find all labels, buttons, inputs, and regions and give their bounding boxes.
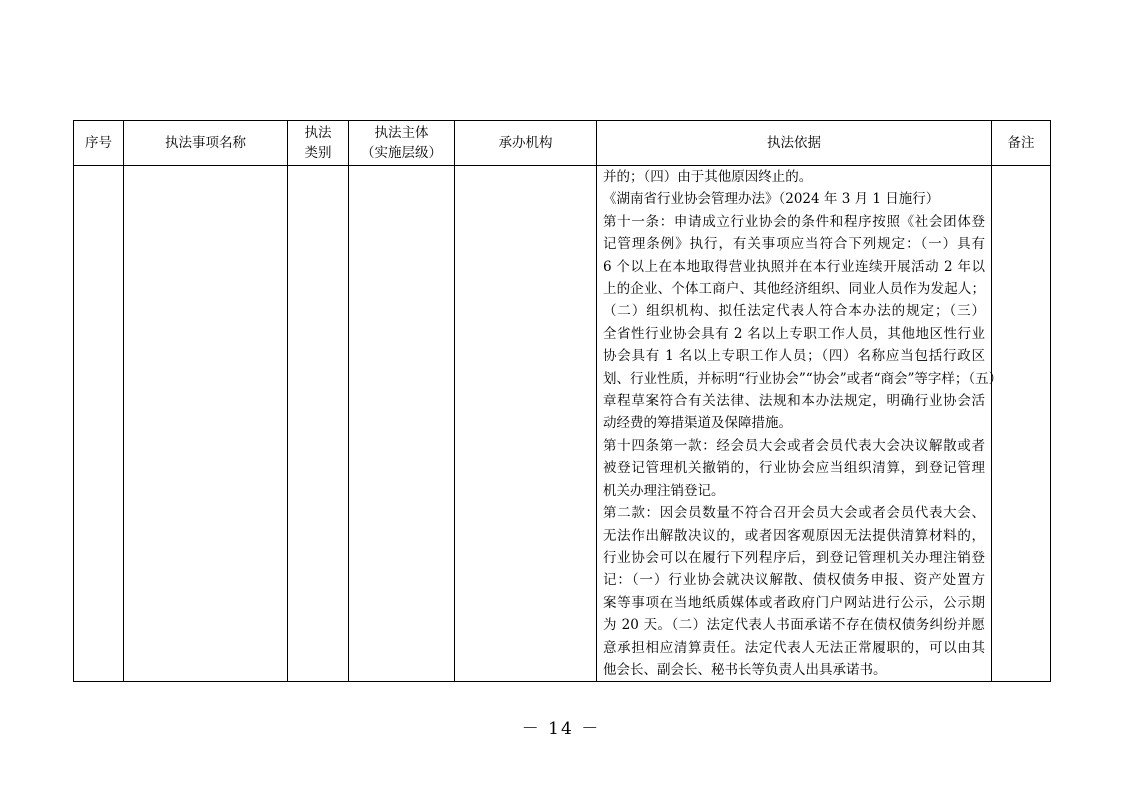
basis-line: 为 20 天。（二）法定代表人书面承诺不存在债权债务纠纷并愿 (603, 617, 985, 634)
basis-line: 上的企业、个体工商户、其他经济组织、同业人员作为发起人； (603, 281, 985, 298)
basis-line: 动经费的筹措渠道及保障措施。 (603, 415, 792, 432)
law-enforcement-table (73, 120, 1051, 682)
basis-line: 第二款：因会员数量不符合召开会员大会或者会员代表大会、 (603, 505, 985, 522)
cell-subject (349, 166, 455, 682)
cell-category (288, 166, 349, 682)
cell-basis (597, 166, 1003, 682)
basis-line: 案等事项在当地纸质媒体或者政府门户网站进行公示，公示期 (603, 594, 985, 611)
header-remark: 备注 (992, 121, 1051, 166)
basis-line: （二）组织机构、拟任法定代表人符合本办法的规定；（三） (603, 303, 985, 320)
basis-line: 并的；（四）由于其他原因终止的。 (603, 169, 813, 185)
header-item-name: 执法事项名称 (124, 121, 288, 166)
header-subject-line2: （实施层级） (361, 145, 442, 161)
basis-line: 第十一条：申请成立行业协会的条件和程序按照《社会团体登 (603, 213, 985, 230)
basis-line: 被登记管理机关撤销的，行业协会应当组织清算，到登记管理 (603, 460, 985, 477)
header-basis: 执法依据 (597, 121, 992, 166)
basis-line: 划、行业性质，并标明“行业协会”“协会”或者“商会”等字样；（五） (603, 370, 1003, 387)
header-seq: 序号 (74, 121, 124, 166)
header-subject (349, 121, 455, 166)
basis-line: 协会具有 1 名以上专职工作人员；（四）名称应当包括行政区 (603, 348, 985, 365)
basis-line: 6 个以上在本地取得营业执照并在本行业连续开展活动 2 年以 (603, 258, 985, 275)
basis-line: 章程草案符合有关法律、法规和本办法规定，明确行业协会活 (603, 393, 985, 410)
cell-remark (992, 166, 1051, 682)
basis-line: 他会长、副会长、秘书长等负责人出具承诺书。 (603, 661, 887, 678)
basis-line: 记管理条例》执行，有关事项应当符合下列规定：（一）具有 (603, 236, 985, 253)
basis-line: 记：（一）行业协会就决议解散、债权债务申报、资产处置方 (603, 572, 985, 589)
header-org: 承办机构 (455, 121, 597, 166)
cell-org (455, 166, 597, 682)
header-category (288, 121, 349, 166)
basis-line: 《湖南省行业协会管理办法》（2024 年 3 月 1 日施行） (603, 191, 940, 208)
cell-item-name (124, 166, 288, 682)
basis-line: 第十四条第一款：经会员大会或者会员代表大会决议解散或者 (603, 437, 985, 454)
basis-line: 行业协会可以在履行下列程序后，到登记管理机关办理注销登 (603, 549, 985, 566)
header-category-line2: 类别 (304, 145, 332, 161)
header-subject-line1: 执法主体 (374, 125, 429, 141)
basis-text (603, 166, 1003, 681)
basis-line: 全省性行业协会具有 2 名以上专职工作人员，其他地区性行业 (603, 325, 985, 342)
table-header-row (74, 121, 1051, 166)
basis-line: 无法作出解散决议的，或者因客观原因无法提供清算材料的， (603, 527, 985, 544)
basis-line: 机关办理注销登记。 (603, 482, 725, 499)
header-category-line1: 执法 (304, 125, 332, 141)
basis-line: 意承担相应清算责任。法定代表人无法正常履职的，可以由其 (603, 639, 985, 656)
page-number: － 14 － (521, 719, 601, 739)
cell-seq (74, 166, 124, 682)
table-row (74, 166, 1051, 682)
